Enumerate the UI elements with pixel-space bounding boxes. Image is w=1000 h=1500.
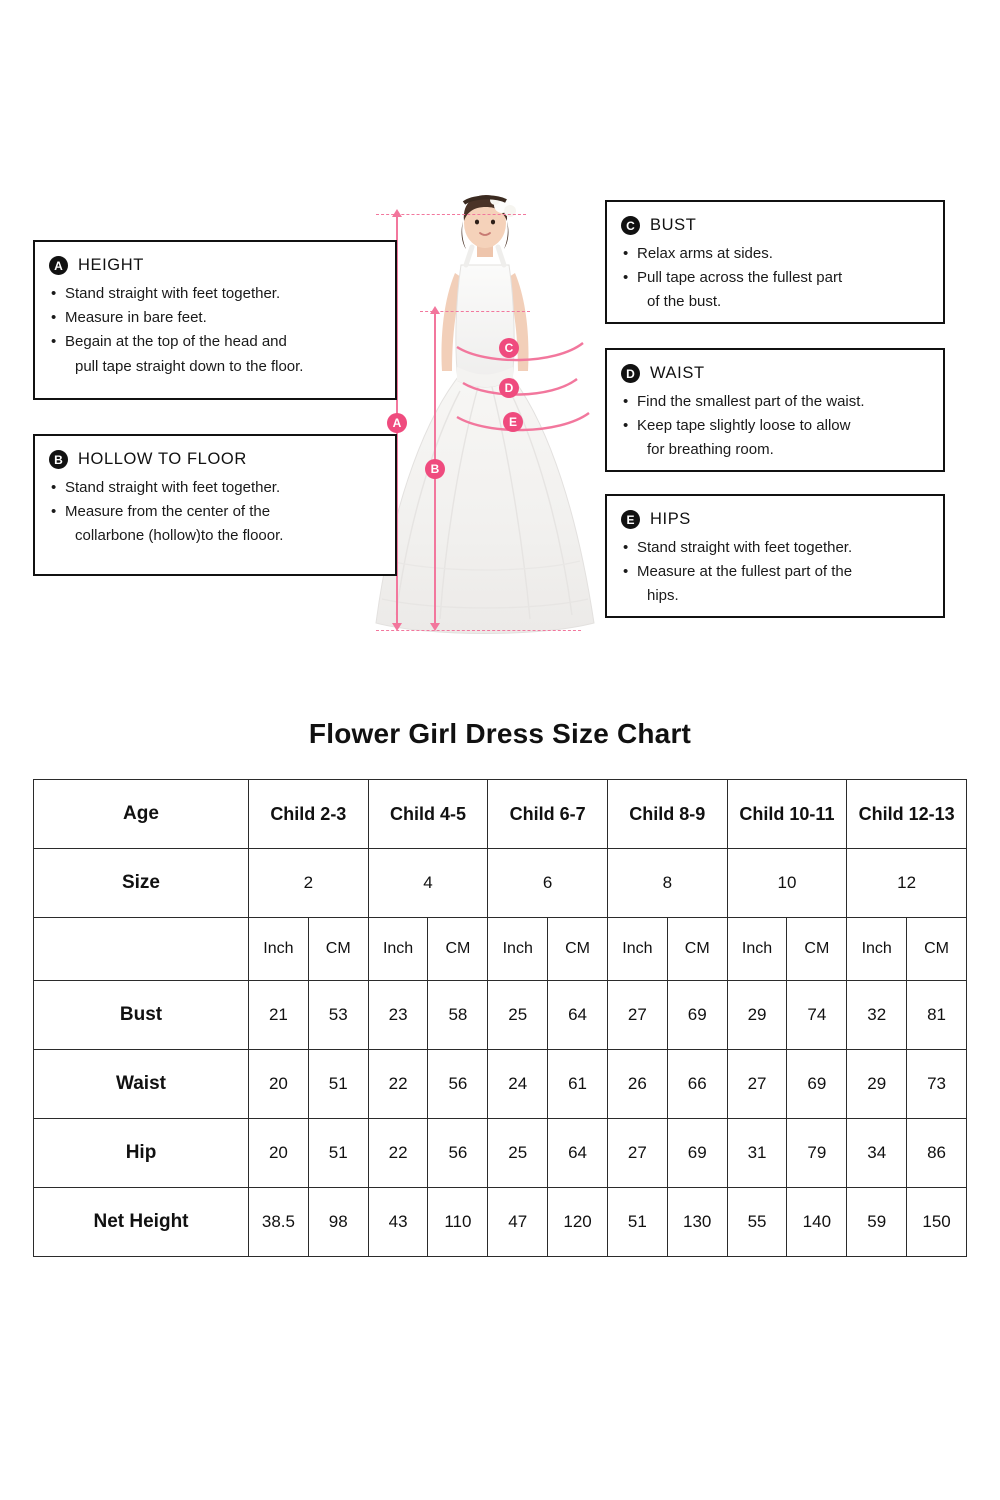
- cell: 24: [488, 1050, 548, 1119]
- cell: 22: [368, 1119, 428, 1188]
- cell: 56: [428, 1050, 488, 1119]
- info-box-header: [49, 256, 379, 275]
- info-box-header: [621, 216, 927, 235]
- size-cell: 10: [727, 849, 847, 918]
- cell: 55: [727, 1188, 787, 1257]
- unit-inch: Inch: [847, 918, 907, 981]
- bullet: • Relax arms at sides.: [621, 243, 927, 265]
- bullet: • Measure at the fullest part of the: [621, 561, 927, 583]
- cell: 27: [607, 981, 667, 1050]
- age-cell: Child 10-11: [727, 780, 847, 849]
- tape-curves: [455, 325, 595, 445]
- table-row: [34, 1188, 967, 1257]
- cell: 31: [727, 1119, 787, 1188]
- height-arrow-bottom: [392, 623, 402, 631]
- cell: 26: [607, 1050, 667, 1119]
- table-row: [34, 981, 967, 1050]
- bullet: • Keep tape slightly loose to allow: [621, 415, 927, 437]
- unit-inch: Inch: [488, 918, 548, 981]
- row-label-bust: Bust: [34, 981, 249, 1050]
- bullet-continuation: hips.: [647, 587, 679, 605]
- height-arrow-top: [392, 209, 402, 217]
- info-box-bullets: [621, 537, 927, 608]
- table-row-age: [34, 780, 967, 849]
- cell: 51: [308, 1119, 368, 1188]
- size-cell: 8: [607, 849, 727, 918]
- bullet: • Measure in bare feet.: [49, 307, 379, 329]
- cell: 58: [428, 981, 488, 1050]
- cell: 79: [787, 1119, 847, 1188]
- unit-inch: Inch: [249, 918, 309, 981]
- unit-cm: CM: [907, 918, 967, 981]
- cell: 47: [488, 1188, 548, 1257]
- size-chart-table: [33, 779, 967, 1257]
- cell: 59: [847, 1188, 907, 1257]
- cell: 69: [787, 1050, 847, 1119]
- age-cell: Child 8-9: [607, 780, 727, 849]
- bullet: • Begain at the top of the head and: [49, 331, 379, 353]
- unit-inch: Inch: [368, 918, 428, 981]
- unit-cm: CM: [308, 918, 368, 981]
- cell: 73: [907, 1050, 967, 1119]
- cell: 130: [667, 1188, 727, 1257]
- bullet-continuation: collarbone (hollow)to the flooor.: [75, 527, 284, 545]
- cell: 69: [667, 981, 727, 1050]
- bullet-continuation: for breathing room.: [647, 441, 774, 459]
- age-cell: Child 6-7: [488, 780, 608, 849]
- cell: 25: [488, 981, 548, 1050]
- bullet: • Stand straight with feet together.: [49, 477, 379, 499]
- table-row: [34, 1119, 967, 1188]
- cell: 51: [607, 1188, 667, 1257]
- cell: 34: [847, 1119, 907, 1188]
- table-row-size: [34, 849, 967, 918]
- info-box-bust: [605, 200, 945, 324]
- table-row-units: [34, 918, 967, 981]
- cell: 64: [548, 1119, 608, 1188]
- info-box-title: HEIGHT: [78, 256, 144, 274]
- cell: 27: [727, 1050, 787, 1119]
- cell: 81: [907, 981, 967, 1050]
- cell: 140: [787, 1188, 847, 1257]
- height-bottom-guide: [376, 630, 581, 631]
- unit-inch: Inch: [727, 918, 787, 981]
- badge-b: B: [49, 450, 68, 469]
- cell: 29: [847, 1050, 907, 1119]
- cell: 69: [667, 1119, 727, 1188]
- cell: 110: [428, 1188, 488, 1257]
- row-label-size: Size: [34, 849, 249, 918]
- age-cell: Child 4-5: [368, 780, 488, 849]
- info-box-header: [621, 510, 927, 529]
- chart-title: Flower Girl Dress Size Chart: [308, 718, 692, 749]
- info-box-bullets: [621, 391, 927, 462]
- table-row: [34, 1050, 967, 1119]
- cell: 25: [488, 1119, 548, 1188]
- cell: 64: [548, 981, 608, 1050]
- size-cell: 2: [249, 849, 369, 918]
- cell: 66: [667, 1050, 727, 1119]
- bullet: • Stand straight with feet together.: [49, 283, 379, 305]
- cell: 51: [308, 1050, 368, 1119]
- cell: 38.5: [249, 1188, 309, 1257]
- size-cell: 4: [368, 849, 488, 918]
- measurement-diagram: [0, 0, 1000, 690]
- info-box-hips: [605, 494, 945, 618]
- cell: 20: [249, 1119, 309, 1188]
- info-box-title: HOLLOW TO FLOOR: [78, 450, 247, 468]
- row-label-hip: Hip: [34, 1119, 249, 1188]
- row-label-empty: [34, 918, 249, 981]
- hollow-arrow-bottom: [430, 623, 440, 631]
- unit-cm: CM: [548, 918, 608, 981]
- info-box-waist: [605, 348, 945, 472]
- cell: 32: [847, 981, 907, 1050]
- cell: 86: [907, 1119, 967, 1188]
- row-label-net-height: Net Height: [34, 1188, 249, 1257]
- size-cell: 12: [847, 849, 967, 918]
- unit-inch: Inch: [607, 918, 667, 981]
- info-box-header: [621, 364, 927, 383]
- badge-a: A: [49, 256, 68, 275]
- size-cell: 6: [488, 849, 608, 918]
- bullet: • Find the smallest part of the waist.: [621, 391, 927, 413]
- badge-d: D: [621, 364, 640, 383]
- bullet: • Pull tape across the fullest part: [621, 267, 927, 289]
- bullet: • Measure from the center of the: [49, 501, 379, 523]
- pin-a: A: [387, 413, 407, 433]
- bullet-continuation: pull tape straight down to the floor.: [75, 357, 304, 375]
- bullet: • Stand straight with feet together.: [621, 537, 927, 559]
- unit-cm: CM: [428, 918, 488, 981]
- cell: 21: [249, 981, 309, 1050]
- cell: 74: [787, 981, 847, 1050]
- info-box-bullets: [49, 477, 379, 548]
- info-box-title: WAIST: [650, 364, 705, 382]
- row-label-waist: Waist: [34, 1050, 249, 1119]
- info-box-height: [33, 240, 397, 400]
- hollow-arrow-top: [430, 306, 440, 314]
- cell: 56: [428, 1119, 488, 1188]
- badge-e: E: [621, 510, 640, 529]
- info-box-title: BUST: [650, 216, 697, 234]
- bullet-continuation: of the bust.: [647, 293, 722, 311]
- unit-cm: CM: [667, 918, 727, 981]
- pin-e: E: [503, 412, 523, 432]
- badge-c: C: [621, 216, 640, 235]
- cell: 61: [548, 1050, 608, 1119]
- cell: 29: [727, 981, 787, 1050]
- info-box-header: [49, 450, 379, 469]
- cell: 120: [548, 1188, 608, 1257]
- info-box-hollow-to-floor: [33, 434, 397, 576]
- info-box-title: HIPS: [650, 510, 691, 528]
- cell: 43: [368, 1188, 428, 1257]
- age-cell: Child 12-13: [847, 780, 967, 849]
- cell: 27: [607, 1119, 667, 1188]
- age-cell: Child 2-3: [249, 780, 369, 849]
- info-box-bullets: [49, 283, 379, 378]
- unit-cm: CM: [787, 918, 847, 981]
- cell: 20: [249, 1050, 309, 1119]
- cell: 23: [368, 981, 428, 1050]
- pin-c: C: [499, 338, 519, 358]
- cell: 22: [368, 1050, 428, 1119]
- pin-d: D: [499, 378, 519, 398]
- info-box-bullets: [621, 243, 927, 314]
- cell: 98: [308, 1188, 368, 1257]
- cell: 150: [907, 1188, 967, 1257]
- cell: 53: [308, 981, 368, 1050]
- row-label-age: Age: [34, 780, 249, 849]
- pin-b: B: [425, 459, 445, 479]
